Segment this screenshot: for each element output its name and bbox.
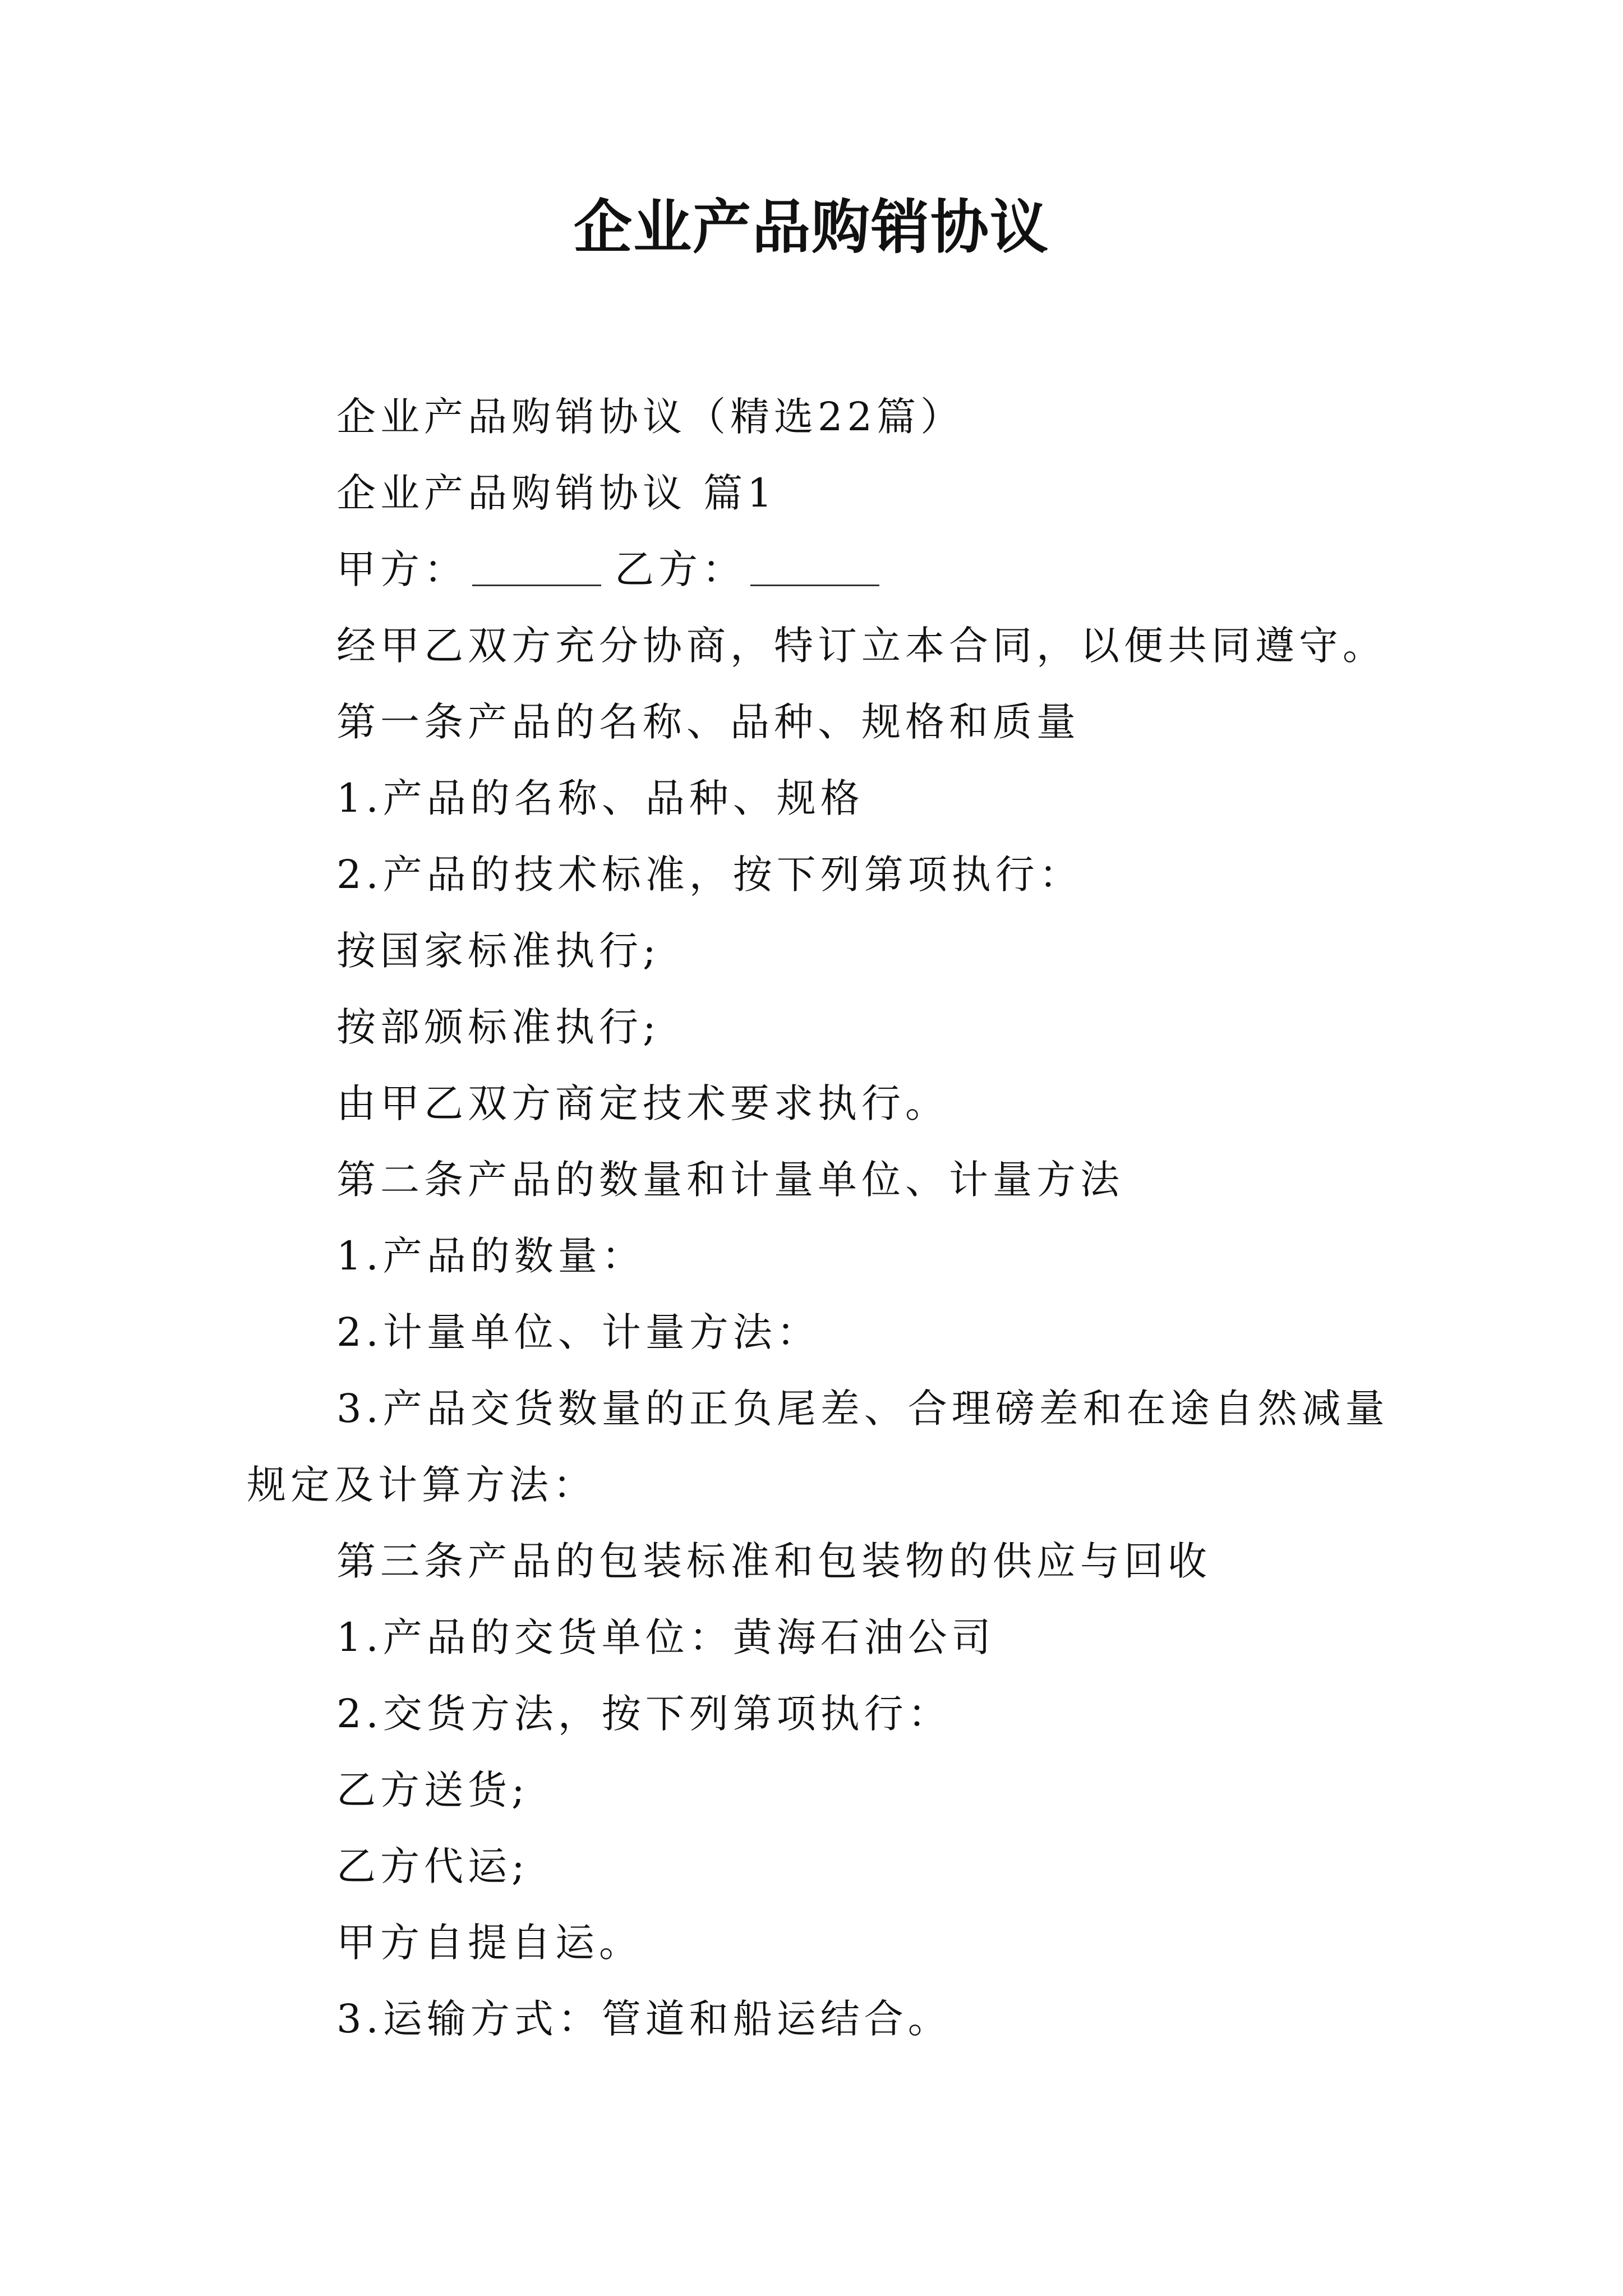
paragraph: 经甲乙双方充分协商，特订立本合同，以便共同遵守。	[336, 623, 1386, 669]
article-heading: 第二条产品的数量和计量单位、计量方法	[336, 1157, 1124, 1203]
section-heading: 企业产品购销协议 篇1	[336, 470, 777, 516]
party-a-label: 甲方：	[336, 546, 468, 592]
paragraph: 乙方代运;	[336, 1843, 529, 1889]
paragraph: 1.产品的名称、品种、规格	[336, 775, 864, 821]
paragraph: 甲方自提自运。	[336, 1920, 643, 1966]
paragraph-continuation: 规定及计算方法：	[247, 1462, 597, 1508]
paragraph: 1.产品的数量：	[336, 1233, 645, 1279]
party-b-label: 乙方：	[615, 546, 746, 592]
party-a-blank	[472, 545, 601, 586]
document-title: 企业产品购销协议	[573, 192, 1049, 261]
document-body	[247, 379, 1424, 2057]
paragraph: 按部颁标准执行;	[336, 1004, 661, 1050]
paragraph: 3.运输方式：管道和船运结合。	[336, 1996, 952, 2042]
paragraph: 由甲乙双方商定技术要求执行。	[336, 1080, 949, 1126]
paragraph: 2.计量单位、计量方法：	[336, 1309, 820, 1355]
paragraph: 1.产品的交货单位：黄海石油公司	[336, 1614, 995, 1660]
parties-line	[247, 531, 1424, 608]
document-subtitle: 企业产品购销协议（精选22篇）	[336, 394, 965, 440]
paragraph: 2.交货方法，按下列第项执行：	[336, 1691, 952, 1737]
paragraph: 乙方送货;	[336, 1767, 529, 1813]
article-heading: 第三条产品的包装标准和包装物的供应与回收	[336, 1538, 1211, 1584]
article-heading: 第一条产品的名称、品种、规格和质量	[336, 699, 1080, 745]
paragraph: 2.产品的技术标准，按下列第项执行：	[336, 852, 1083, 898]
paragraph: 3.产品交货数量的正负尾差、合理磅差和在途自然减量	[336, 1386, 1389, 1432]
party-b-blank	[750, 545, 879, 586]
paragraph: 按国家标准执行;	[336, 928, 661, 974]
